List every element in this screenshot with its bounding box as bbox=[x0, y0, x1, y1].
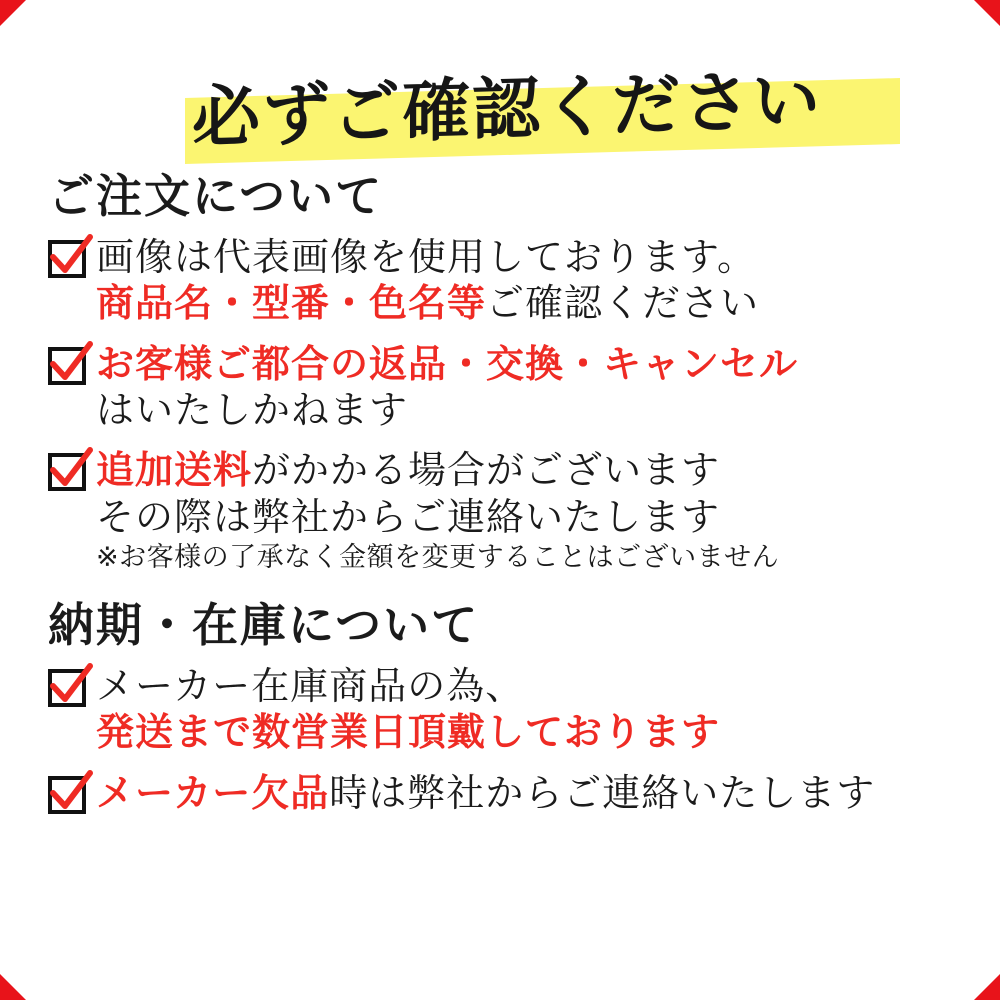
list-item bbox=[48, 663, 960, 756]
line-red: 発送まで数営業日頂戴しております bbox=[96, 710, 721, 755]
line-mixed bbox=[96, 770, 960, 816]
line-black: 画像は代表画像を使用しております。 bbox=[96, 235, 756, 279]
line-mixed bbox=[96, 280, 960, 326]
list-item bbox=[48, 234, 960, 327]
list-item bbox=[48, 341, 960, 434]
list-item bbox=[48, 770, 960, 816]
line-red-part: 追加送料 bbox=[96, 448, 253, 493]
checkbox-checked-icon bbox=[48, 776, 86, 814]
checkbox-checked-icon bbox=[48, 453, 86, 491]
list-item-text bbox=[96, 341, 960, 434]
line-note: ※お客様の了承なく金額を変更することはございません bbox=[96, 542, 780, 574]
line-black-part: がかかる場合がございます bbox=[252, 448, 721, 493]
line-black: その際は弊社からご連絡いたします bbox=[96, 494, 721, 539]
list-item-text bbox=[96, 234, 960, 327]
section-heading-order: ご注文について bbox=[48, 169, 384, 223]
line-black-part: 時は弊社からご連絡いたします bbox=[329, 770, 876, 815]
line-black: はいたしかねます bbox=[96, 388, 409, 433]
line-red-part: 商品名・型番・色名等 bbox=[96, 281, 487, 326]
title-text: 必ずご確認ください bbox=[192, 61, 823, 159]
checkbox-checked-icon bbox=[48, 669, 86, 707]
line-mixed bbox=[96, 447, 960, 493]
checkbox-checked-icon bbox=[48, 240, 86, 278]
page-title bbox=[40, 36, 960, 159]
line-black: メーカー在庫商品の為、 bbox=[96, 664, 525, 709]
list-item bbox=[48, 447, 960, 575]
line-red: お客様ご都合の返品・交換・キャンセル bbox=[96, 341, 799, 386]
line-black-part: ご確認ください bbox=[486, 281, 760, 326]
checkbox-checked-icon bbox=[48, 347, 86, 385]
list-item-text bbox=[96, 770, 960, 816]
list-item-text bbox=[96, 663, 960, 756]
list-item-text bbox=[96, 447, 960, 575]
line-red-part: メーカー欠品 bbox=[96, 770, 330, 815]
section-heading-delivery: 納期・在庫について bbox=[48, 598, 480, 653]
